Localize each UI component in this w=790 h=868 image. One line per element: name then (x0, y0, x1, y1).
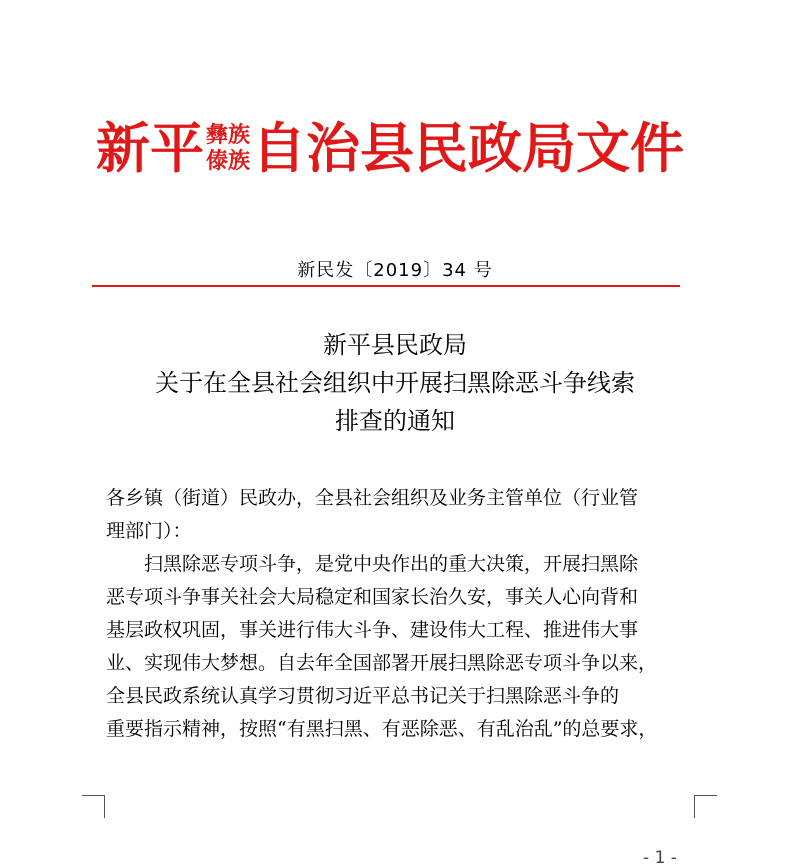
page-margin-corner-right (694, 795, 717, 818)
body-line: 基层政权巩固，事关进行伟大斗争、建设伟大工程、推进伟大事 (106, 619, 639, 641)
red-divider-line (92, 285, 680, 287)
body-text (106, 482, 696, 746)
title-line-1: 新平县民政局 (323, 331, 467, 359)
header-part1: 新平 (96, 116, 204, 180)
body-line: 全县民政系统认真学习贯彻习近平总书记关于扫黑除恶斗争的 (106, 685, 620, 707)
body-line: 业、实现伟大梦想。自去年全国部署开展扫黑除恶专项斗争以来， (106, 652, 658, 674)
body-line: 扫黑除恶专项斗争，是党中央作出的重大决策，开展扫黑除 (106, 553, 639, 575)
body-line: 重要指示精神，按照“有黑扫黑、有恶除恶、有乱治乱”的总要求， (106, 718, 658, 740)
title-line-2: 关于在全县社会组织中开展扫黑除恶斗争线索 (155, 369, 635, 397)
title-line-3: 排查的通知 (335, 407, 455, 435)
body-line: 理部门）： (106, 520, 192, 542)
page-number: - 1 - (643, 848, 677, 868)
document-header (96, 118, 684, 178)
header-ethnic-stack (206, 122, 250, 174)
header-stack-top: 彝族 (206, 122, 251, 148)
header-stack-bottom: 傣族 (206, 148, 251, 174)
body-line: 各乡镇（街道）民政办，全县社会组织及业务主管单位（行业管 (106, 487, 639, 509)
document-number: 新民发〔2019〕34 号 (297, 260, 493, 281)
page-margin-corner-left (82, 795, 105, 818)
body-line: 恶专项斗争事关社会大局稳定和国家长治久安，事关人心向背和 (106, 586, 639, 608)
header-part2: 自治县民政局文件 (252, 116, 685, 180)
